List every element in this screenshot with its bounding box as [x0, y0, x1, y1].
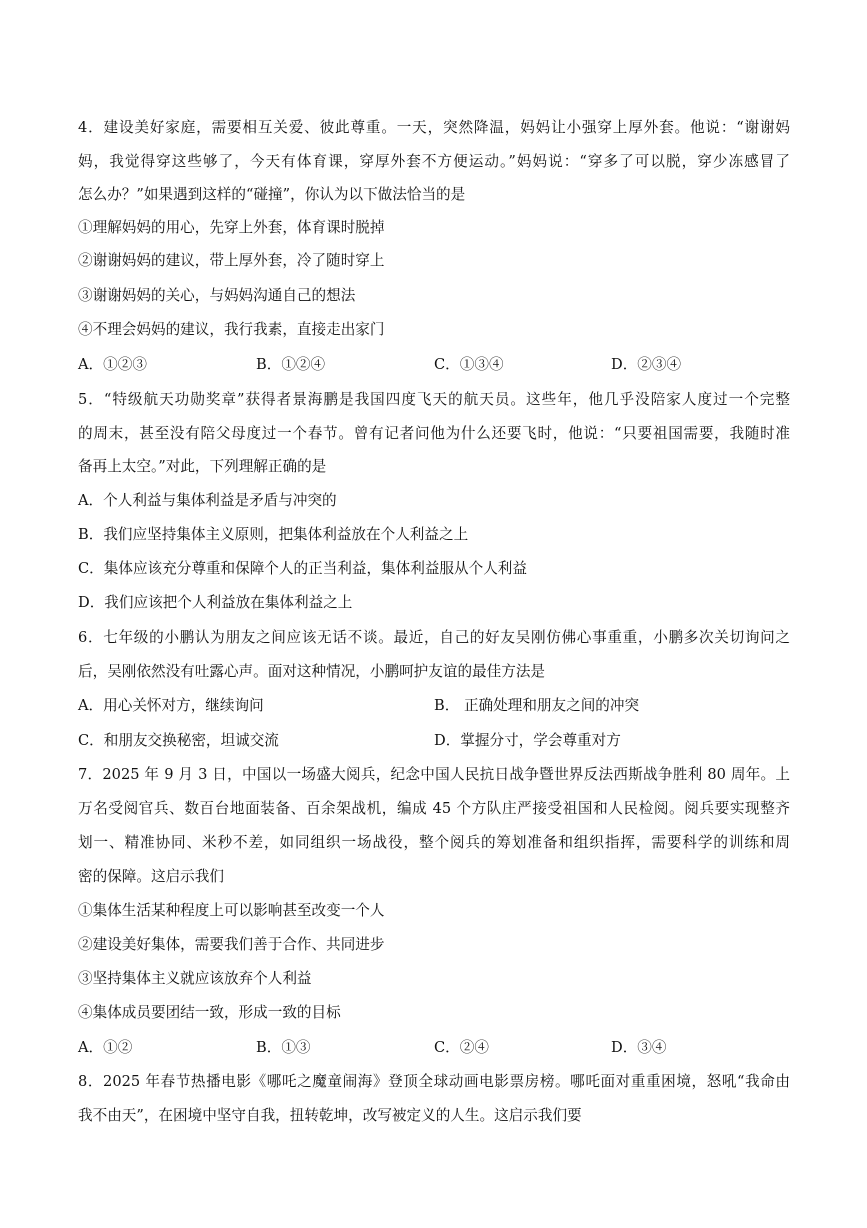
q4-option-b: B．①②④ [256, 356, 326, 373]
q6-stem-line-2: 后，吴刚依然没有吐露心声。面对这种情况，小鹏呵护友谊的最佳方法是 [78, 663, 546, 680]
q8-stem-line-2: 我不由天”，在困境中坚守自我，扭转乾坤，改写被定义的人生。这启示我们要 [78, 1107, 582, 1124]
q5-option-c: C．集体应该充分尊重和保障个人的正当利益，集体利益服从个人利益 [78, 560, 527, 577]
q7-statement-3: ③坚持集体主义就应该放弃个人利益 [78, 970, 312, 987]
q5-stem-line-2: 的周末，甚至没有陪父母度过一个春节。曾有记者问他为什么还要飞时，他说：“只要祖国需要，我随时准 [78, 425, 790, 442]
q7-option-b: B．①③ [256, 1039, 311, 1056]
q4-statement-1: ①理解妈妈的用心，先穿上外套，体育课时脱掉 [78, 219, 385, 236]
q7-statement-1: ①集体生活某种程度上可以影响甚至改变一个人 [78, 902, 385, 919]
q7-option-d: D．③④ [611, 1039, 667, 1056]
q7-stem-line-1: 7．2025 年 9 月 3 日，中国以一场盛大阅兵，纪念中国人民抗日战争暨世界反法西斯战争胜利 80 周年。上 [78, 766, 790, 783]
q7-statement-2: ②建设美好集体，需要我们善于合作、共同进步 [78, 936, 385, 953]
q7-stem-line-3: 划一、精准协同、米秒不差，如同组织一场战役，整个阅兵的筹划准备和组织指挥，需要科学的训练和周 [78, 834, 790, 851]
q6-option-c: C．和朋友交换秘密，坦诚交流 [78, 732, 279, 749]
q5-stem-line-3: 备再上太空。”对此，下列理解正确的是 [78, 458, 327, 475]
q8-stem-line-1: 8．2025 年春节热播电影《哪吒之魔童闹海》登顶全球动画电影票房榜。哪吒面对重重困境，怒吼“我命由 [78, 1073, 790, 1090]
q4-option-a: A．①②③ [78, 356, 147, 373]
q5-option-d: D．我们应该把个人利益放在集体利益之上 [78, 594, 353, 611]
q4-stem-line-2: 妈，我觉得穿这些够了，今天有体育课，穿厚外套不方便运动。”妈妈说：“穿多了可以脱，穿少冻感冒了 [78, 153, 790, 170]
q4-option-d: D．②③④ [611, 356, 682, 373]
q5-option-a: A．个人利益与集体利益是矛盾与冲突的 [78, 492, 337, 509]
q6-option-b: B． 正确处理和朋友之间的冲突 [434, 697, 640, 714]
q6-stem-line-1: 6．七年级的小鹏认为朋友之间应该无话不谈。最近，自己的好友吴刚仿佛心事重重，小鹏多次关切询问之 [78, 629, 790, 646]
q4-option-c: C．①③④ [434, 356, 504, 373]
q4-statement-3: ③谢谢妈妈的关心，与妈妈沟通自己的想法 [78, 287, 356, 304]
q7-stem-line-4: 密的保障。这启示我们 [78, 868, 224, 885]
q4-statement-4: ④不理会妈妈的建议，我行我素，直接走出家门 [78, 321, 385, 338]
q7-statement-4: ④集体成员要团结一致，形成一致的目标 [78, 1004, 341, 1021]
q7-option-a: A．①② [78, 1039, 133, 1056]
q5-option-b: B．我们应坚持集体主义原则，把集体利益放在个人利益之上 [78, 526, 469, 543]
q6-option-d: D．掌握分寸，学会尊重对方 [434, 732, 621, 749]
q6-option-a: A．用心关怀对方，继续询问 [78, 697, 264, 714]
q4-stem-line-3: 怎么办？”如果遇到这样的“碰撞”，你认为以下做法恰当的是 [78, 186, 466, 203]
q7-stem-line-2: 万名受阅官兵、数百台地面装备、百余架战机，编成 45 个方队庄严接受祖国和人民检阅。阅兵要实现整齐 [78, 800, 790, 817]
q4-stem-line-1: 4．建设美好家庭，需要相互关爱、彼此尊重。一天，突然降温，妈妈让小强穿上厚外套。他说：“谢谢妈 [78, 119, 790, 136]
q4-statement-2: ②谢谢妈妈的建议，带上厚外套，冷了随时穿上 [78, 252, 385, 269]
q7-option-c: C．②④ [434, 1039, 489, 1056]
q5-stem-line-1: 5．“特级航天功勋奖章”获得者景海鹏是我国四度飞天的航天员。这些年，他几乎没陪家人度过一个完整 [78, 391, 790, 408]
